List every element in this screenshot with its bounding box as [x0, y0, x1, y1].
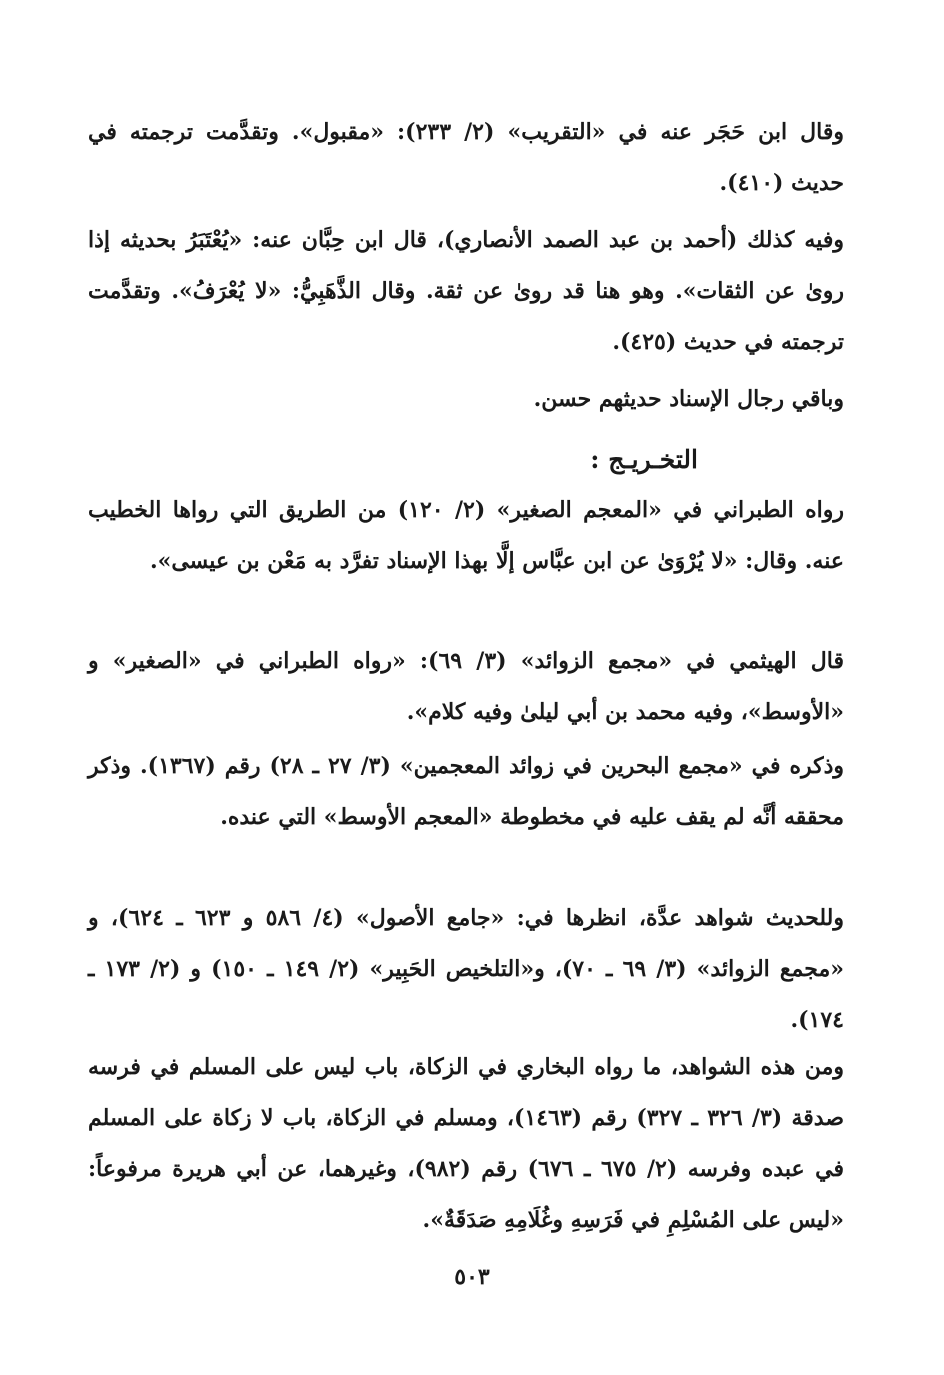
- paragraph-tabarani: رواه الطبراني في «المعجم الصغير» (٢/ ١٢٠) من الطريق التي رواها الخطيب عنه. وقال: «لا يُرْوَىٰ عن ابن عبَّاس إلَّا بهذا الإسناد تفرَّد به مَعْن بن عيسى».: [88, 497, 844, 574]
- paragraph-remaining-narrators: وباقي رجال الإسناد حديثهم حسن.: [533, 386, 844, 412]
- section-heading-takhrij: التخـريـج :: [590, 445, 698, 474]
- paragraph-bukhari-muslim: ومن هذه الشواهد، ما رواه البخاري في الزكاة، باب ليس على المسلم في فرسه صدقة (٣/ ٣٢٦ ـ ٣٢٧) رقم (١٤٦٣)، ومسلم في الزكاة، باب لا زكاة على المسلم في عبده وفرسه (٢/ ٦٧٥ ـ ٦٧٦) رقم (٩٨٢)، وغيرهما، عن أبي هريرة مرفوعاً: «ليس على المُسْلِمِ في فَرَسِهِ وغُلَامِهِ صَدَقَةٌ».: [88, 1054, 845, 1233]
- page-number: ٥٠٣: [454, 1264, 490, 1290]
- paragraph-majma-bahrain: وذكره في «مجمع البحرين في زوائد المعجمين» (٣/ ٢٧ ـ ٢٨) رقم (١٣٦٧). وذكر محققه أنَّه لم يقف عليه في مخطوطة «المعجم الأوسط» التي عنده.: [88, 753, 845, 830]
- paragraph-ahmad-ansari: وفيه كذلك (أحمد بن عبد الصمد الأنصاري)، قال ابن حِبَّان عنه: «يُعْتَبَرُ بحديثه إذا روىٰ عن الثقات». وهو هنا قد روىٰ عن ثقة. وقال الذَّهَبِيُّ: «لا يُعْرَفُ». وتقدَّمت ترجمته في حديث (٤٢٥).: [88, 227, 844, 355]
- paragraph-haythami: قال الهيثمي في «مجمع الزوائد» (٣/ ٦٩): «رواه الطبراني في «الصغير» و «الأوسط»، وفيه محمد بن أبي ليلىٰ وفيه كلام».: [88, 648, 844, 725]
- paragraph-ibn-hajar: وقال ابن حَجَر عنه في «التقريب» (٢/ ٢٣٣): «مقبول». وتقدَّمت ترجمته في حديث (٤١٠).: [88, 119, 844, 196]
- paragraph-shawahid: وللحديث شواهد عدَّة، انظرها في: «جامع الأصول» (٤/ ٥٨٦ و ٦٢٣ ـ ٦٢٤)، و «مجمع الزوائد» (٣/ ٦٩ ـ ٧٠)، و«التلخيص الحَبِير» (٢/ ١٤٩ ـ ١٥٠) و (٢/ ١٧٣ ـ ١٧٤).: [88, 905, 845, 1033]
